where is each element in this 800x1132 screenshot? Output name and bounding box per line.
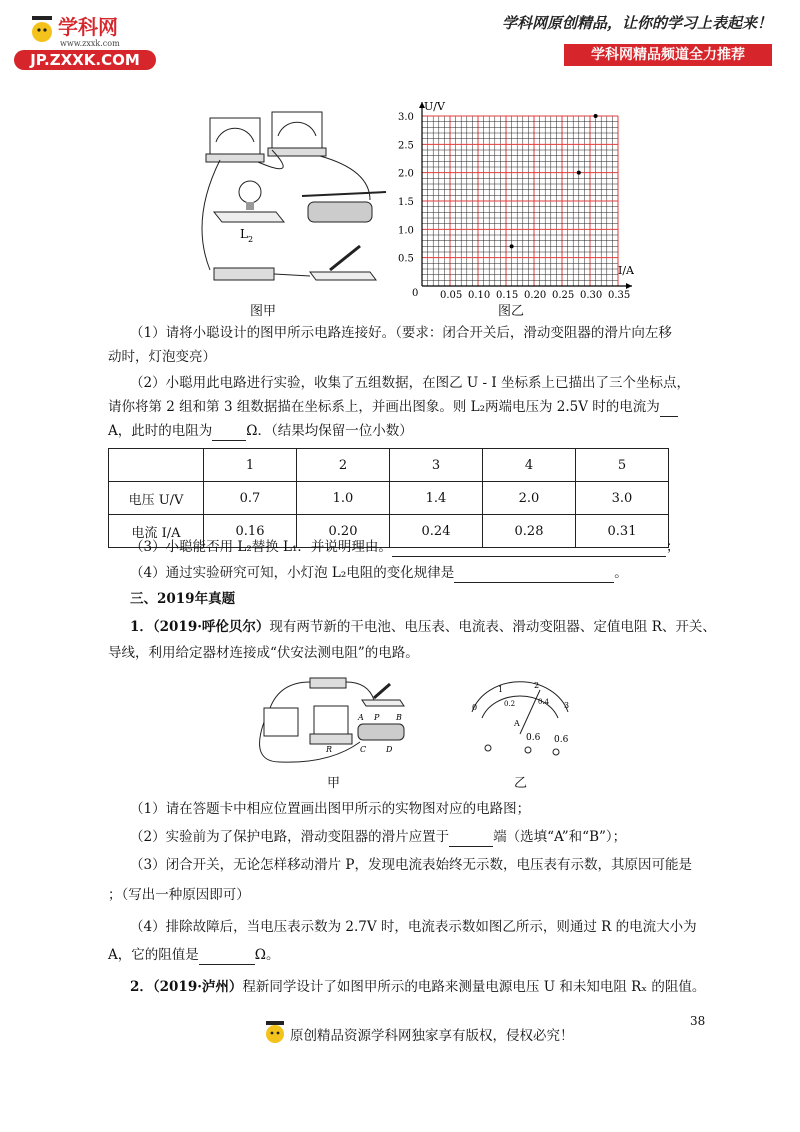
question-part-2-line1: （2）小聪用此电路进行实验，收集了五组数据，在图乙 U - I 坐标系上已描出了三个坐标点， [130,375,691,391]
dial-label: 0 [472,703,478,712]
question-part-1-line1: （1）请将小聪设计的图甲所示电路连接好。（要求：闭合开关后，滑动变阻器的滑片向左移 [130,325,672,341]
data-point [594,114,598,118]
x-axis-arrow [626,283,632,289]
problem-1-sub-3-line2: ；（写出一种原因即可） [108,887,250,903]
section-title: 三、2019年真题 [130,591,236,607]
dial-label: 1 [498,685,504,694]
dial-label: 2 [534,681,540,690]
dial-label: 0.4 [538,698,550,706]
question-part-2-line3: A，此时的电阻为 Ω．（结果均保留一位小数） [108,423,413,439]
header-banner: 学科网精品频道全力推荐 [564,44,772,66]
problem-1-intro: 1．（2019·呼伦贝尔）现有两节新的干电池、电压表、电流表、滑动变阻器、定值电阻 R、开关、 [130,619,716,635]
site-logo [28,10,156,54]
problem-1-sub-4-line2: A，它的阻值是 Ω。 [108,947,280,963]
y-tick-label: 3.0 [398,112,414,123]
y-tick-label: 1.5 [398,197,414,208]
resistance-apparatus-figure [250,672,420,768]
data-point [577,171,581,175]
answer-blank [660,402,678,417]
dial-label: A [514,719,520,728]
answer-blank [449,832,493,847]
problem-1-sub-1: （1）请在答题卡中相应位置画出图甲所示的实物图对应的电路图； [130,801,531,817]
figure-yi-caption-2: 乙 [514,776,528,791]
graph-grid [422,116,618,286]
graph-x-label: I/A [618,264,634,277]
problem-1-intro-line2: 导线，利用给定器材连接成“伏安法测电阻”的电路。 [108,645,419,661]
lamp-subscript: 2 [248,235,254,244]
y-tick-label: 2.5 [398,140,414,152]
y-tick-label: 1.0 [398,225,414,237]
data-point [510,244,514,248]
x-tick-label: 0.05 [440,290,463,301]
figure-jia-caption: 图甲 [250,304,277,319]
answer-blank [212,426,246,441]
logo-text: 学科网 [58,15,118,39]
dial-label: 0.6 [526,733,541,743]
problem-2-intro: 2．（2019·泸州）程新同学设计了如图甲所示的电路来测量电源电压 U 和未知电阻 Rₓ 的阻值。 [130,979,706,995]
circuit-apparatus-figure [180,100,400,300]
res-label-d: D [386,745,393,754]
footer-mascot-icon [262,1018,288,1050]
logo-url-badge: JP.ZXXK.COM [14,50,156,70]
dial-label: 0.2 [504,700,516,708]
logo-small-url: www.zxxk.com [60,39,120,48]
figure-jia-caption-2: 甲 [327,776,341,791]
header-slogan: 学科网原创精品，让你的学习上表起来！ [501,14,772,32]
x-tick-label: 0.25 [552,290,575,301]
question-part-4: （4）通过实验研究可知，小灯泡 L₂电阻的变化规律是 。 [130,565,628,581]
mascot-icon [28,10,156,50]
question-part-2-line2: 请你将第 2 组和第 3 组数据描在坐标系上，并画出图象。则 L₂两端电压为 2.5V 时的电流为 [108,397,678,417]
page-number: 38 [690,1014,706,1028]
table-row: 电压 U/V 0.7 1.0 1.4 2.0 3.0 [109,482,669,515]
res-label-p: P [374,713,380,722]
data-table [108,448,669,548]
problem-1-sub-3: （3）闭合开关，无论怎样移动滑片 P，发现电流表始终无示数，电压表有示数，其原因可能是 [130,857,692,873]
footer-copyright: 原创精品资源学科网独家享有版权，侵权必究！ [290,1028,574,1044]
res-label-c: C [360,745,367,754]
problem-1-sub-4: （4）排除故障后，当电压表示数为 2.7V 时，电流表示数如图乙所示，则通过 R 的电流大小为 [130,919,697,935]
graph-origin: 0 [412,288,419,299]
x-tick-label: 0.10 [468,290,491,301]
x-tick-label: 0.20 [524,290,547,301]
x-tick-label: 0.30 [580,290,603,301]
u-i-graph [390,96,650,308]
y-tick-label: 0.5 [398,253,414,265]
answer-blank [199,950,255,965]
table-row: 电流 I/A 0.16 0.20 0.24 0.28 0.31 [109,515,669,548]
problem-1-sub-2: （2）实验前为了保护电路，滑动变阻器的滑片应置于 端（选填“A”和“B”）； [130,829,627,845]
answer-blank [454,568,614,583]
table-header-row: 1 2 3 4 5 [109,449,669,482]
graph-y-label: U/V [424,100,445,113]
res-label-b: B [396,713,402,722]
x-tick-label: 0.15 [496,290,519,301]
dial-label: 3 [564,701,570,710]
dial-label: 0.6 [554,735,569,745]
lamp-label: L [240,227,248,241]
question-part-3: （3）小聪能否用 L₂替换 L₁．并说明理由。 ； [130,539,680,555]
question-part-1-line2: 动时，灯泡变亮） [108,349,216,365]
y-tick-label: 2.0 [398,168,414,180]
ammeter-dial-figure [460,672,580,762]
figure-yi-caption: 图乙 [498,304,525,319]
res-label-a: A [358,713,364,722]
answer-blank [392,542,666,557]
res-label-r: R [326,745,333,754]
x-tick-label: 0.35 [608,290,631,301]
